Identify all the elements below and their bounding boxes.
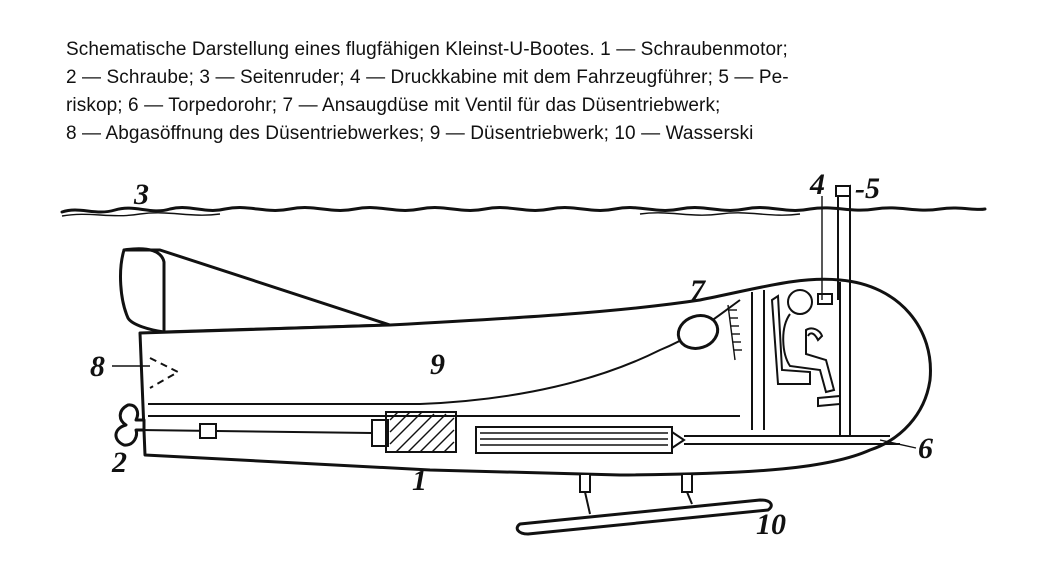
label-5: -5 [855, 172, 880, 205]
label-3: 3 [134, 178, 149, 211]
label-9: 9 [430, 348, 445, 381]
caption-line-4: 8 — Abgasöffnung des Düsentriebwerkes; 9 — Düsentriebwerk; 10 — Wasserski [66, 123, 754, 144]
caption-line-3: riskop; 6 — Torpedorohr; 7 — Ansaugdüse mit Ventil für das Düsentriebwerk; [66, 95, 721, 116]
rudder-fin [121, 250, 390, 332]
water-surface-line-2 [62, 213, 800, 216]
label-4: 4 [810, 168, 825, 201]
propeller [116, 405, 144, 445]
water-surface-line [62, 208, 985, 212]
caption-line-1: Schematische Darstellung eines flugfähigen Kleinst-U-Bootes. 1 — Schraubenmotor; [66, 39, 788, 60]
periscope-head [836, 186, 850, 196]
shaft-coupling [200, 424, 216, 438]
label-10: 10 [756, 508, 786, 541]
label-2: 2 [112, 446, 127, 479]
label-6: 6 [918, 432, 933, 465]
water-ski [517, 500, 771, 534]
label-7: 7 [690, 274, 705, 307]
label-8: 8 [90, 350, 105, 383]
label-1: 1 [412, 464, 427, 497]
torpedo-tube [476, 427, 672, 453]
caption-line-2: 2 — Schraube; 3 — Seitenruder; 4 — Druckkabine mit dem Fahrzeugführer; 5 — Pe- [66, 67, 789, 88]
